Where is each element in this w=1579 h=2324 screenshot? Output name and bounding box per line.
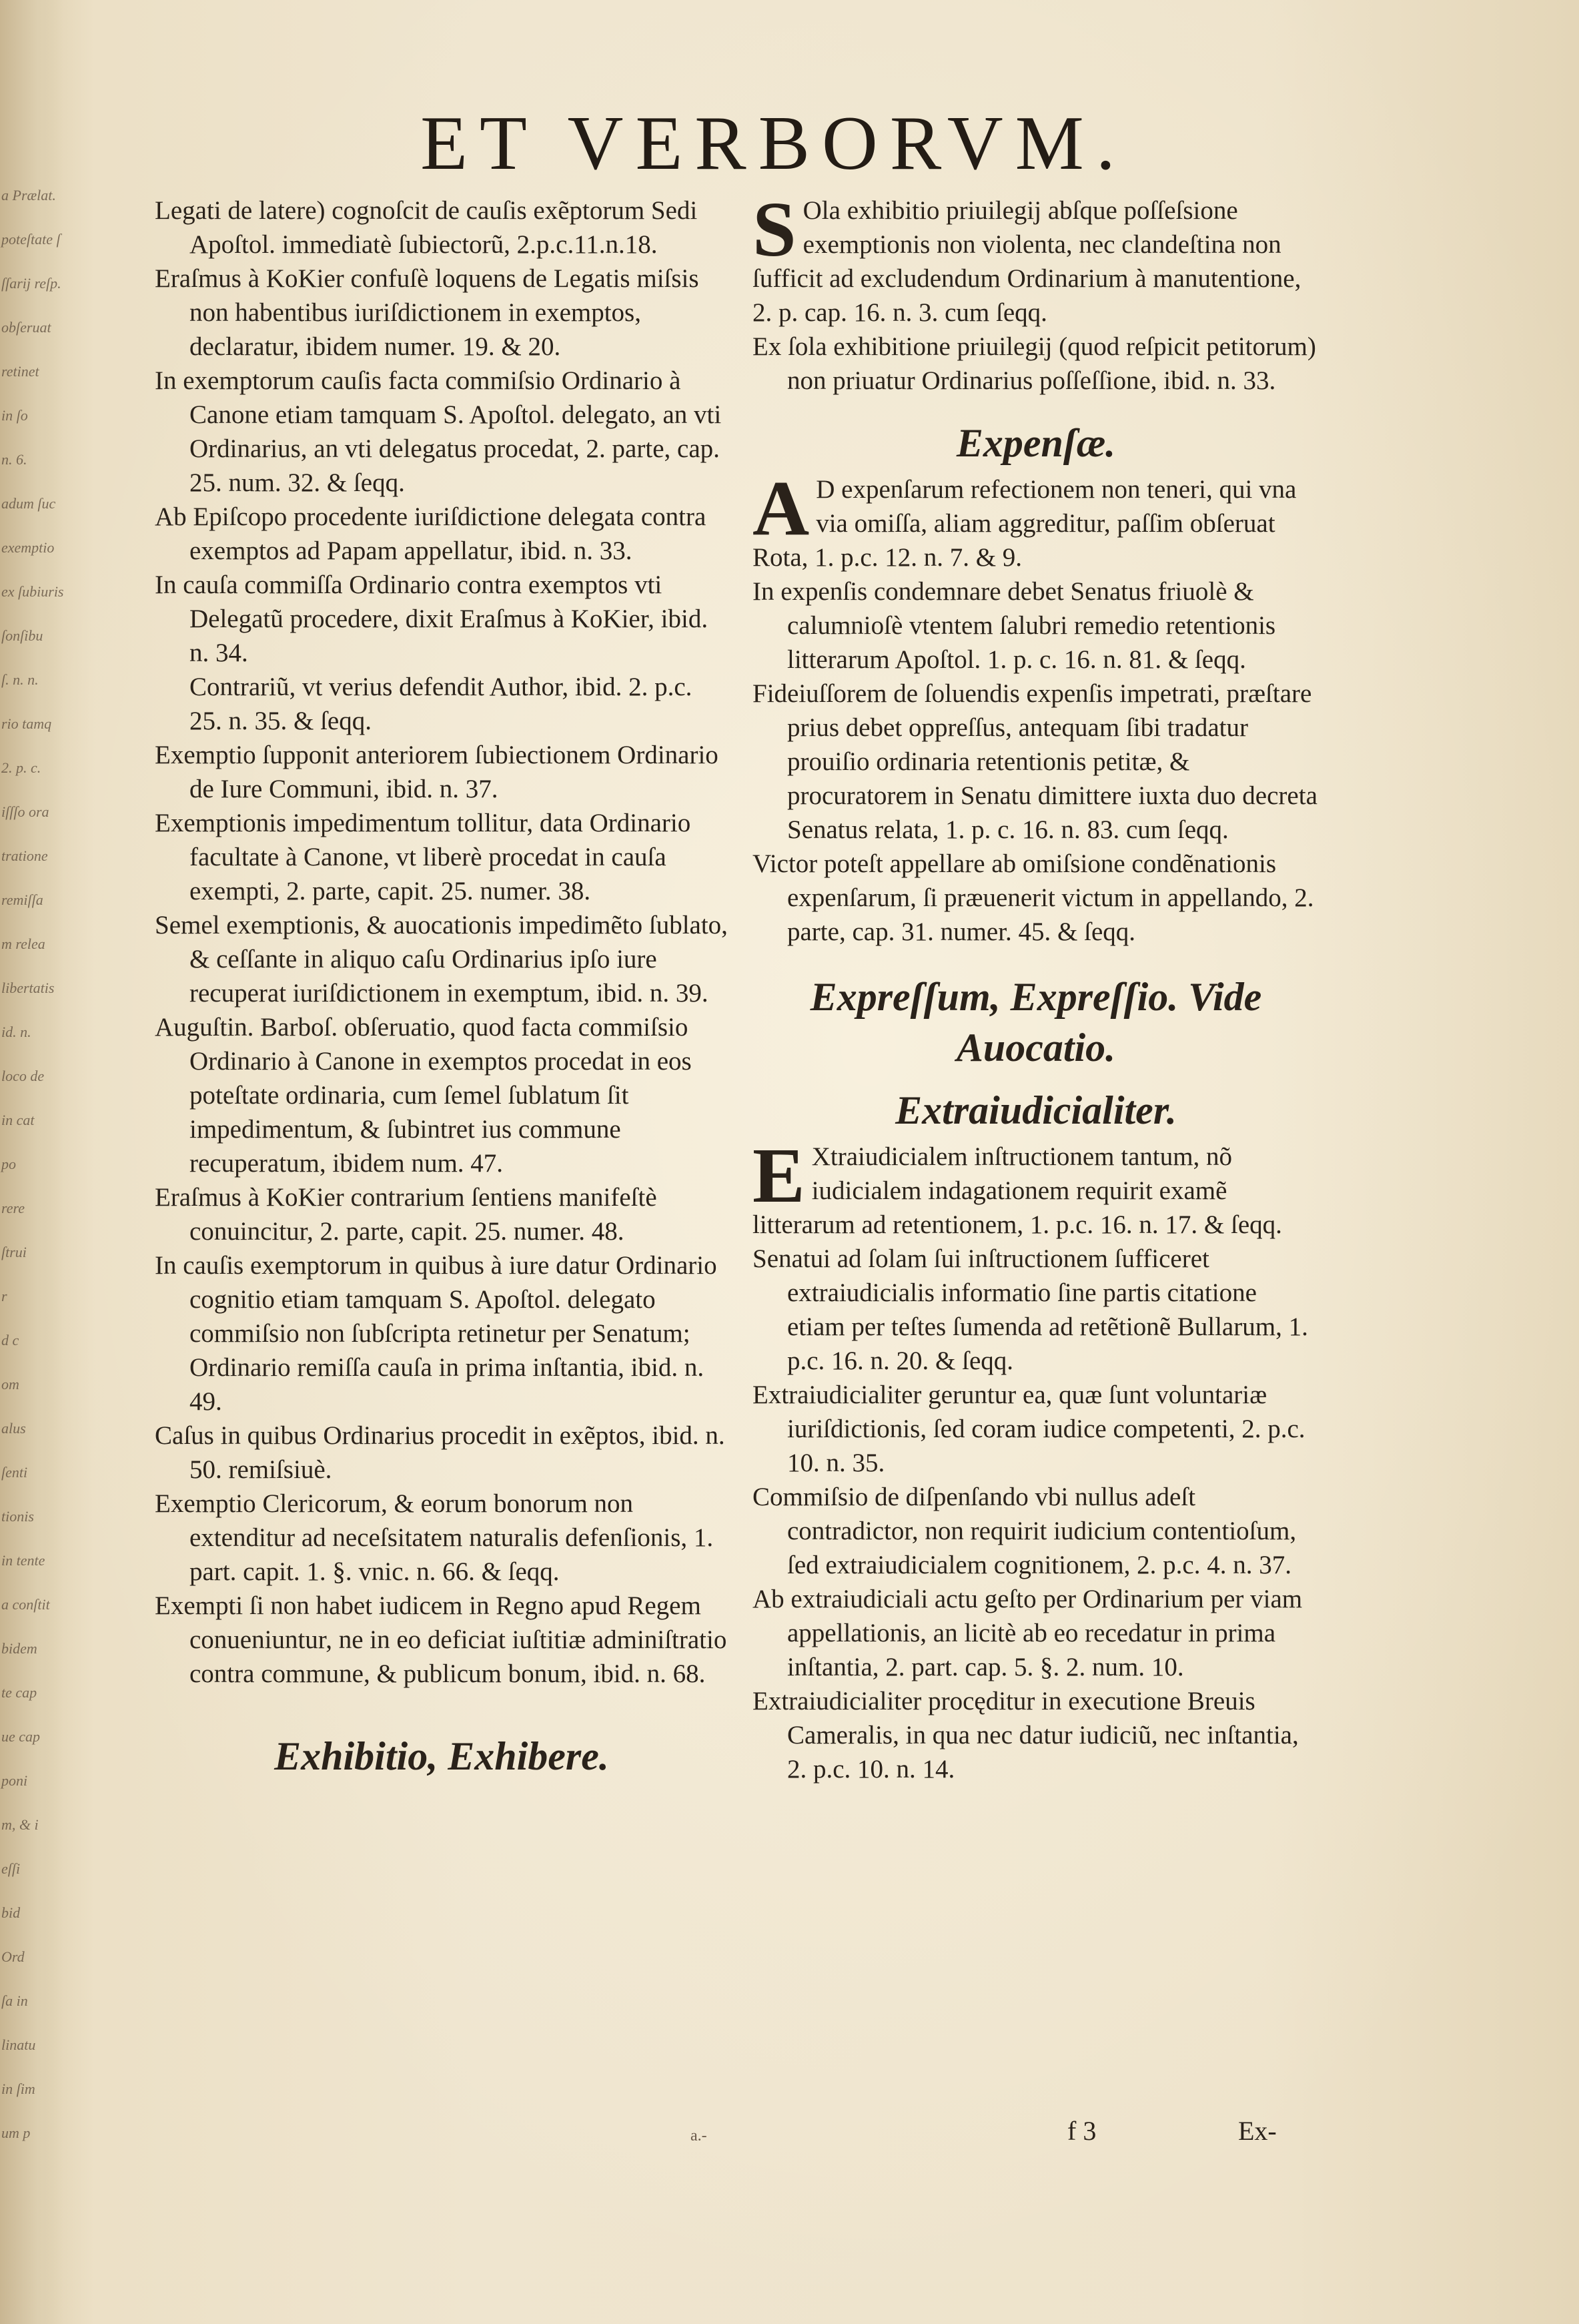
facing-page-fragment: loco de <box>1 1068 45 1084</box>
facing-page-fragment: rio tamq <box>1 715 52 732</box>
section-heading-expensae: Expenſæ. <box>956 421 1116 465</box>
opening-text: Ola exhibitio priuilegij abſque poſſeſsione exemptionis non violenta, nec clandeſtina non ſufficit ad excludendum Ordinarium à manutentione, 2. p. cap. 16. n. 3. cum ſeqq. <box>752 196 1301 327</box>
index-entry: Victor poteſt appellare ab omiſsione condẽnationis expenſarum, ſi præuenerit victum in appellando, 2. parte, cap. 31. numer. 45. & ſeqq. <box>752 849 1314 946</box>
facing-page-fragment: ex ſubiuris <box>1 583 63 600</box>
index-entry: Contrariũ, vt verius defendit Author, ibid. 2. p.c. 25. n. 35. & ſeqq. <box>189 673 692 735</box>
drop-cap: A <box>752 464 810 552</box>
facing-page-fragment: te cap <box>1 1684 37 1701</box>
index-entry: Legati de latere) cognoſcit de cauſis exẽptorum Sedi Apoſtol. immediatè ſubiectorũ, 2.p.c.11.n.18. <box>155 196 698 259</box>
extra-lead-text: Xtraiudicialem inſtructionem tantum, nõ iudicialem indagationem requirit examẽ litterarum ad retentionem, 1. p.c. 16. n. 17. & ſeqq. <box>752 1142 1282 1239</box>
index-entry: In expenſis condemnare debet Senatus friuolè & calumnioſè vtentem ſalubri remedio retentionis litterarum Apoſtol. 1. p. c. 16. n. 81. & ſeqq. <box>752 577 1276 674</box>
facing-page-fragment: obſeruat <box>1 319 51 336</box>
facing-page-fragment: in ſo <box>1 407 28 424</box>
facing-page-fragment: ſtrui <box>1 1244 27 1260</box>
facing-page-fragment: om <box>1 1376 19 1393</box>
facing-page-fragment: retinet <box>1 363 39 380</box>
index-entry: Exemptio ſupponit anteriorem ſubiectionem Ordinario de Iure Communi, ibid. n. 37. <box>155 741 718 803</box>
facing-page-fragment: remiſſa <box>1 891 43 908</box>
facing-page-fragment: r <box>1 1288 7 1304</box>
index-entry: In cauſa commiſſa Ordinario contra exemptos vti Delegatũ procedere, dixit Eraſmus à KoKier, ibid. n. 34. <box>155 570 708 667</box>
index-entry: Exemptio Clericorum, & eorum bonorum non extenditur ad neceſsitatem naturalis defenſionis, 1. part. capit. 1. §. vnic. n. 66. & ſeqq. <box>155 1489 714 1586</box>
facing-page-fragment: ſonſibu <box>1 627 43 644</box>
facing-page-fragment: ſ. n. n. <box>1 671 39 688</box>
index-entry: Caſus in quibus Ordinarius procedit in exẽptos, ibid. n. 50. remiſsiuè. <box>155 1421 725 1484</box>
index-entry: Semel exemptionis, & auocationis impedimẽto ſublato, & ceſſante in aliquo caſu Ordinarius ipſo iure recuperat iuriſdictionem in exemptum, ibid. n. 39. <box>155 911 728 1008</box>
right-column <box>752 185 1320 1786</box>
facing-page-fragment: exemptio <box>1 539 55 556</box>
index-entry: Commiſsio de diſpenſando vbi nullus adeſt contradictor, non requirit iudicium contentioſum, ſed extraiudicialem cognitionem, 2. p.c. 4. n. 37. <box>752 1483 1297 1579</box>
facing-page-fragment: id. n. <box>1 1024 31 1040</box>
drop-cap: S <box>752 185 797 273</box>
facing-page-fragment: ue cap <box>1 1728 41 1745</box>
facing-page-fragment: in cat <box>1 1112 35 1128</box>
facing-page-fragment: a conſtit <box>1 1596 50 1613</box>
catchword: Ex- <box>1238 2116 1277 2146</box>
facing-page-fragment: bid <box>1 1904 21 1921</box>
index-entry: Eraſmus à KoKier contrarium ſentiens manifeſtè conuincitur, 2. parte, capit. 25. numer. 48. <box>155 1183 657 1246</box>
facing-page-fragment: poni <box>1 1772 28 1789</box>
index-entry: In cauſis exemptorum in quibus à iure datur Ordinario cognitio etiam tamquam S. Apoſtol. delegato commiſsio non ſubſcripta retinetur per Senatum; Ordinario remiſſa cauſa in prima inſtantia, ibid. n. 49. <box>155 1251 717 1416</box>
facing-page-fragment: ſſarij reſp. <box>1 275 61 292</box>
extra-lead-entry <box>752 1132 1320 1242</box>
facing-page-fragment: po <box>1 1156 16 1172</box>
left-column <box>155 193 728 1786</box>
running-header: ET VERBORVM. <box>420 101 1127 186</box>
facing-page-fragment: libertatis <box>1 980 55 996</box>
facing-page-fragment: alus <box>1 1420 26 1437</box>
index-entry: Eraſmus à KoKier confuſè loquens de Legatis miſsis non habentibus iuriſdictionem in exemptos, declaratur, ibidem numer. 19. & 20. <box>155 264 699 361</box>
facing-page-fragment: m, & i <box>1 1816 39 1833</box>
index-entry: Auguſtin. Barboſ. obſeruatio, quod facta commiſsio Ordinario à Canone in exemptos procedat in eos poteſtate ordinaria, cum ſemel ſublatum ſit impedimentum, & ſubintret ius commune recuperatum, ibidem num. 47. <box>155 1013 692 1178</box>
index-entry: Extraiudicialiter procęditur in executione Breuis Cameralis, in qua nec datur iudiciũ, nec inſtantia, 2. p.c. 10. n. 14. <box>752 1687 1299 1784</box>
index-entry: Ab Epiſcopo procedente iuriſdictione delegata contra exemptos ad Papam appellatur, ibid. n. 33. <box>155 502 706 565</box>
index-entry: In exemptorum cauſis facta commiſsio Ordinario à Canone etiam tamquam S. Apoſtol. delegato, an vti Ordinarius, an vti delegatus procedat, 2. parte, cap. 25. num. 32. & ſeqq. <box>155 366 722 497</box>
facing-page-fragment: tratione <box>1 847 48 864</box>
expensa-lead-text: D expenſarum refectionem non teneri, qui vna via omiſſa, aliam aggreditur, paſſim obſeruat Rota, 1. p.c. 12. n. 7. & 9. <box>752 475 1297 572</box>
facing-page-fragment: tionis <box>1 1508 34 1525</box>
signature-mark: f 3 <box>1067 2116 1097 2146</box>
facing-page-fragment: um p <box>1 2124 31 2141</box>
index-entry: Exemptionis impedimentum tollitur, data Ordinario facultate à Canone, vt liberè procedat in cauſa exempti, 2. parte, capit. 25. numer. 38. <box>155 809 691 905</box>
facing-page-fragment: poteſtate ſ <box>1 231 61 248</box>
section-heading-exhibitio: Exhibitio, Exhibere. <box>274 1734 609 1778</box>
facing-page-fragment: ſenti <box>1 1464 28 1481</box>
drop-cap: E <box>752 1132 805 1219</box>
facing-page-fragment: rere <box>1 1200 25 1216</box>
index-entry: Senatui ad ſolam ſui inſtructionem ſufficeret extraiudicialis informatio ſine partis citatione etiam per teſtes ſumenda ad retẽtionẽ Bullarum, 1. p.c. 16. n. 20. & ſeqq. <box>752 1244 1308 1375</box>
index-entry: Ex ſola exhibitione priuilegij (quod reſpicit petitorum) non priuatur Ordinarius poſſeſſione, ibid. n. 33. <box>752 332 1316 395</box>
section-heading-expressum: Expreſſum, Expreſſio. Vide <box>810 975 1262 1019</box>
facing-page-fragment: Ord <box>1 1948 25 1965</box>
facing-page-fragment: m relea <box>1 935 45 952</box>
facing-page-fragment: a Prælat. <box>1 187 56 204</box>
index-entry: Ab extraiudiciali actu geſto per Ordinarium per viam appellationis, an licitè ab eo recedatur in prima inſtantia, 2. part. cap. 5. §. 2. num. 10. <box>752 1585 1303 1681</box>
section-heading-auocatio: Auocatio. <box>956 1026 1116 1070</box>
index-entry: Extraiudicialiter geruntur ea, quæ ſunt voluntariæ iuriſdictionis, ſed coram iudice competenti, 2. p.c. 10. n. 35. <box>752 1381 1305 1477</box>
facing-page-fragment: bidem <box>1 1640 37 1657</box>
facing-page-fragment: eſſi <box>1 1860 21 1877</box>
facing-page-fragment: d c <box>1 1332 19 1348</box>
facing-page-fragment: linatu <box>1 2036 36 2053</box>
facing-page-fragment: 2. p. c. <box>1 759 41 776</box>
facing-page-edge <box>0 0 63 2324</box>
facing-page-fragment: adum ſuc <box>1 495 56 512</box>
footer-mark: a.- <box>690 2127 707 2145</box>
facing-page-fragment: ſa in <box>1 1992 28 2009</box>
facing-page-fragment: n. 6. <box>1 451 27 468</box>
opening-entry <box>752 185 1320 330</box>
facing-page-fragment: in tente <box>1 1552 45 1569</box>
expensa-lead-entry <box>752 464 1320 574</box>
index-entry: Fideiuſſorem de ſoluendis expenſis impetrati, præſtare prius debet oppreſſus, antequam ſibi tradatur prouiſio ordinaria retentionis petitæ, & procuratorem in Senatu dimittere iuxta duo decreta Senatus relata, 1. p. c. 16. n. 83. cum ſeqq. <box>752 679 1318 844</box>
facing-page-fragment: in ſim <box>1 2080 35 2097</box>
section-heading-extraiudicialiter: Extraiudicialiter. <box>895 1088 1177 1132</box>
index-entry: Exempti ſi non habet iudicem in Regno apud Regem conueniuntur, ne in eo deficiat iuſtitiæ adminiſtratio contra commune, & publicum bonum, ibid. n. 68. <box>155 1591 727 1688</box>
facing-page-fragment: iſſſo ora <box>1 803 49 820</box>
